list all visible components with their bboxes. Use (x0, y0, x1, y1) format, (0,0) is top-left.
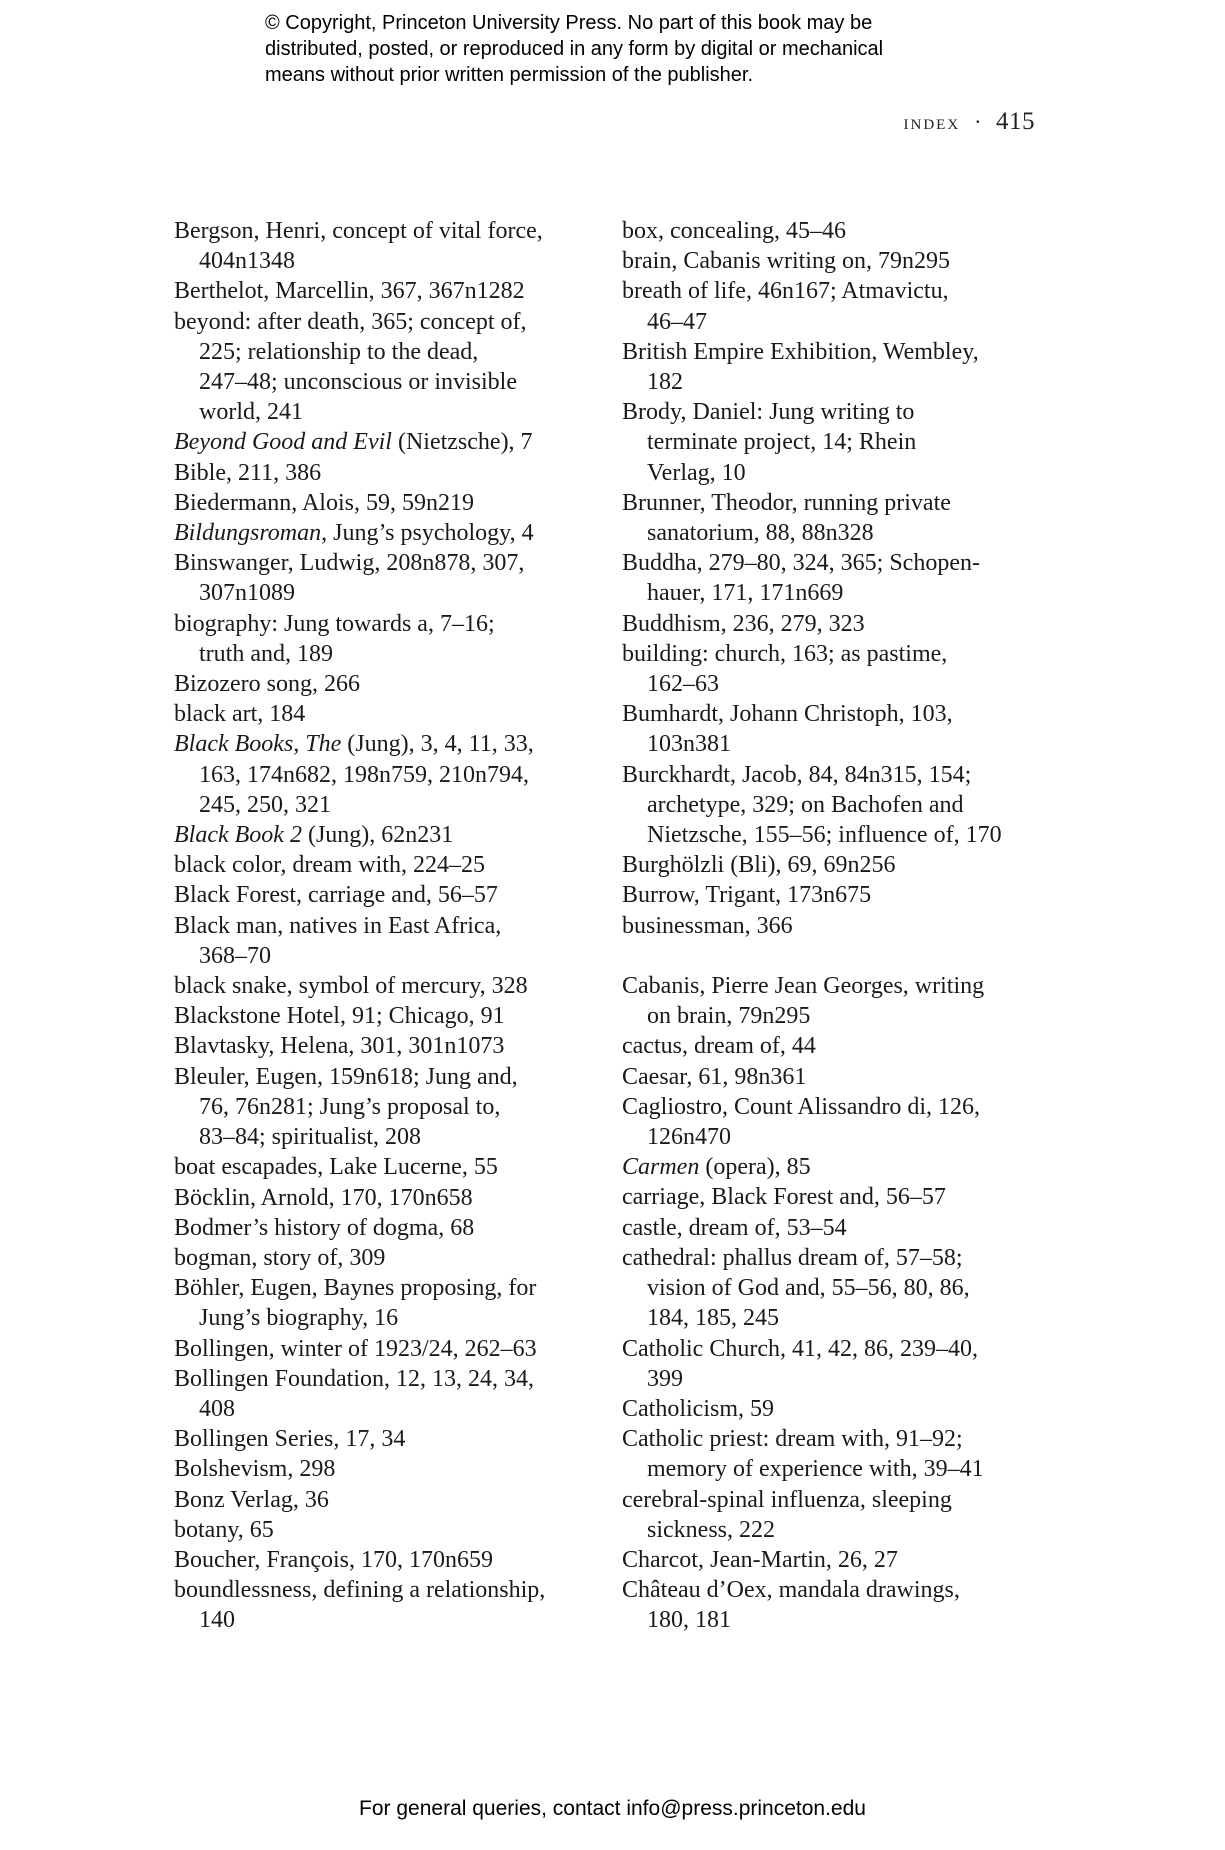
index-entry (174, 729, 594, 820)
index-entry-heading: biography: Jung towards a, 7–16; (174, 610, 495, 637)
index-entry-continuation: 182 (647, 369, 683, 396)
italic-title: Carmen (622, 1154, 700, 1181)
index-entry (622, 609, 1042, 639)
index-entry-heading: Château d’Oex, mandala drawings, (622, 1577, 960, 1604)
index-entry (174, 458, 594, 488)
running-head-separator: · (974, 109, 982, 134)
index-entry-heading: botany, 65 (174, 1516, 274, 1543)
index-entry (622, 971, 1042, 1031)
index-entry-heading: carriage, Black Forest and, 56–57 (622, 1184, 946, 1211)
index-entry-continuation: hauer, 171, 171n669 (647, 580, 844, 607)
index-entry-heading: Bollingen, winter of 1923/24, 262–63 (174, 1335, 537, 1362)
index-entry (174, 1575, 594, 1635)
index-entry (622, 1485, 1042, 1545)
index-entry-heading: boundlessness, defining a relationship, (174, 1577, 546, 1604)
index-entry-heading: Burckhardt, Jacob, 84, 84n315, 154; (622, 761, 972, 788)
index-entry (622, 337, 1042, 397)
index-entry (622, 1394, 1042, 1424)
page-number: 415 (996, 108, 1035, 135)
index-entry-heading: Bergson, Henri, concept of vital force, (174, 218, 543, 244)
index-entry-heading: boat escapades, Lake Lucerne, 55 (174, 1154, 498, 1181)
index-entry (174, 307, 594, 428)
index-entry (174, 1001, 594, 1031)
index-entry-heading: black art, 184 (174, 701, 306, 728)
index-entry (622, 548, 1042, 608)
index-entry (174, 427, 594, 457)
index-entry (174, 911, 594, 971)
index-entry (622, 1031, 1042, 1061)
index-entry-heading: Bolshevism, 298 (174, 1456, 336, 1483)
index-entry-continuation: 368–70 (199, 942, 271, 969)
index-entry (622, 216, 1042, 246)
index-entry (174, 1515, 594, 1545)
index-entry-heading: Binswanger, Ludwig, 208n878, 307, (174, 550, 525, 577)
index-entry-heading: Carmen (opera), 85 (622, 1154, 811, 1181)
index-entry-heading: Brody, Daniel: Jung writing to (622, 399, 915, 426)
index-entry (174, 609, 594, 669)
index-entry-heading: Cabanis, Pierre Jean Georges, writing (622, 973, 985, 1000)
running-head-section: index (903, 109, 961, 134)
index-entry-heading: box, concealing, 45–46 (622, 218, 846, 244)
index-entry (174, 1334, 594, 1364)
index-entry-heading: breath of life, 46n167; Atmavictu, (622, 278, 949, 305)
footer-contact: For general queries, contact info@press.princeton.edu (359, 1797, 866, 1820)
index-entry-heading: Brunner, Theodor, running private (622, 489, 951, 516)
index-entry (622, 1182, 1042, 1212)
index-entry (622, 1545, 1042, 1575)
index-entry-heading: Burrow, Trigant, 173n675 (622, 882, 872, 909)
index-entry (622, 246, 1042, 276)
index-entry (174, 1243, 594, 1273)
index-entry-continuation: 163, 174n682, 198n759, 210n794, (199, 761, 529, 788)
index-entry-heading: cactus, dream of, 44 (622, 1033, 816, 1060)
index-entry-heading: Bollingen Foundation, 12, 13, 24, 34, (174, 1365, 534, 1392)
index-entry (174, 1364, 594, 1424)
index-entry (622, 760, 1042, 851)
index-entry-heading: Burghölzli (Bli), 69, 69n256 (622, 852, 896, 879)
index-entry-heading: Böcklin, Arnold, 170, 170n658 (174, 1184, 473, 1211)
index-entry (622, 639, 1042, 699)
italic-title: Black Book 2 (174, 822, 302, 849)
copyright-line: © Copyright, Princeton University Press. No part of this book may be (265, 12, 873, 34)
index-entry-heading: black color, dream with, 224–25 (174, 852, 485, 879)
index-entry (622, 850, 1042, 880)
index-entry (174, 1183, 594, 1213)
index-entry (174, 1152, 594, 1182)
index-entry-heading: Bollingen Series, 17, 34 (174, 1426, 406, 1453)
index-entry-heading: Blavtasky, Helena, 301, 301n1073 (174, 1033, 505, 1060)
index-entry-heading: brain, Cabanis writing on, 79n295 (622, 248, 950, 275)
index-entry (622, 1424, 1042, 1484)
index-entry-heading: Black Books, The (Jung), 3, 4, 11, 33, (174, 731, 534, 758)
index-entry-continuation: truth and, 189 (199, 640, 333, 667)
index-entry-continuation: Jung’s biography, 16 (199, 1305, 399, 1332)
index-entry-continuation: 180, 181 (647, 1607, 731, 1634)
index-entry-heading: Bonz Verlag, 36 (174, 1486, 329, 1513)
index-entry-heading: Bumhardt, Johann Christoph, 103, (622, 701, 953, 728)
index-entry (174, 216, 594, 276)
index-entry-heading: Blackstone Hotel, 91; Chicago, 91 (174, 1003, 505, 1030)
index-entry (622, 1062, 1042, 1092)
index-entry-heading: cathedral: phallus dream of, 57–58; (622, 1244, 963, 1271)
index-entry-continuation: 76, 76n281; Jung’s proposal to, (199, 1093, 501, 1120)
index-entry-heading: Berthelot, Marcellin, 367, 367n1282 (174, 278, 525, 305)
index-entry-heading: Bible, 211, 386 (174, 459, 322, 486)
index-entry (174, 1454, 594, 1484)
index-entry-heading: Catholicism, 59 (622, 1395, 774, 1422)
index-entry (622, 699, 1042, 759)
index-entry-continuation: on brain, 79n295 (647, 1003, 811, 1030)
copyright-notice (265, 10, 1025, 88)
index-entry-continuation: 103n381 (647, 731, 731, 758)
index-entry (174, 518, 594, 548)
index-entry (622, 880, 1042, 910)
index-entry-continuation: Nietzsche, 155–56; influence of, 170 (647, 822, 1002, 849)
index-entry (622, 911, 1042, 941)
index-entry-heading: Cagliostro, Count Alissandro di, 126, (622, 1093, 981, 1120)
index-entry-continuation: Verlag, 10 (647, 459, 746, 486)
index-entry-continuation: 162–63 (647, 671, 719, 698)
index-entry (622, 1575, 1042, 1635)
index-entry-heading: Charcot, Jean-Martin, 26, 27 (622, 1546, 898, 1573)
index-entry-continuation: archetype, 329; on Bachofen and (647, 791, 964, 818)
index-entry-heading: Buddhism, 236, 279, 323 (622, 610, 865, 637)
index-entry (622, 276, 1042, 336)
index-entry-continuation: 83–84; spiritualist, 208 (199, 1124, 421, 1151)
index-entry (622, 1334, 1042, 1394)
italic-title: Black Books, The (174, 731, 342, 758)
index-entry (174, 1545, 594, 1575)
index-entry-continuation: 46–47 (647, 308, 707, 335)
index-entry-continuation: sanatorium, 88, 88n328 (647, 520, 874, 547)
index-entry-heading: bogman, story of, 309 (174, 1244, 386, 1271)
index-entry (174, 488, 594, 518)
index-entry (174, 699, 594, 729)
index-entry-heading: beyond: after death, 365; concept of, (174, 308, 527, 335)
index-entry (174, 276, 594, 306)
index-entry-continuation: world, 241 (199, 399, 303, 426)
index-entry (174, 971, 594, 1001)
index-entry-heading: Böhler, Eugen, Baynes proposing, for (174, 1275, 537, 1302)
index-entry (622, 397, 1042, 488)
index-column-right (622, 216, 1042, 1636)
running-head (904, 108, 1035, 136)
index-entry-heading: black snake, symbol of mercury, 328 (174, 973, 528, 1000)
index-entry (622, 1092, 1042, 1152)
letter-group-gap (622, 941, 1042, 971)
index-entry (622, 1213, 1042, 1243)
index-entry-continuation: 140 (199, 1607, 235, 1634)
index-entry-continuation: sickness, 222 (647, 1516, 775, 1543)
index-entry-continuation: memory of experience with, 39–41 (647, 1456, 984, 1483)
copyright-line: means without prior written permission of the publisher. (265, 64, 754, 86)
index-entry (174, 850, 594, 880)
index-entry-continuation: 225; relationship to the dead, (199, 338, 479, 365)
index-entry-heading: Bodmer’s history of dogma, 68 (174, 1214, 475, 1241)
index-entry-heading: Buddha, 279–80, 324, 365; Schopen- (622, 550, 980, 577)
index-entry (174, 669, 594, 699)
index-entry-heading: British Empire Exhibition, Wembley, (622, 338, 979, 365)
index-entry (622, 1243, 1042, 1334)
index-entry-heading: castle, dream of, 53–54 (622, 1214, 847, 1241)
index-entry-heading: businessman, 366 (622, 912, 793, 939)
index-entry (174, 1213, 594, 1243)
index-entry (174, 1062, 594, 1153)
index-entry-continuation: terminate project, 14; Rhein (647, 429, 917, 456)
index-entry-heading: cerebral-spinal influenza, sleeping (622, 1486, 952, 1513)
index-column-left (174, 216, 594, 1636)
copyright-line: distributed, posted, or reproduced in any form by digital or mechanical (265, 38, 884, 60)
index-entry-heading: building: church, 163; as pastime, (622, 640, 948, 667)
index-entry-heading: Boucher, François, 170, 170n659 (174, 1546, 493, 1573)
index-entry (174, 548, 594, 608)
index-entry-continuation: 307n1089 (199, 580, 295, 607)
index-entry (174, 1485, 594, 1515)
index-entry-heading: Beyond Good and Evil (Nietzsche), 7 (174, 429, 533, 456)
index-entry-continuation: 245, 250, 321 (199, 791, 331, 818)
index-entry-continuation: 404n1348 (199, 248, 295, 275)
index-entry-heading: Catholic Church, 41, 42, 86, 239–40, (622, 1335, 978, 1362)
italic-title: Beyond Good and Evil (174, 429, 392, 456)
index-entry-heading: Biedermann, Alois, 59, 59n219 (174, 489, 474, 516)
index-entry-continuation: vision of God and, 55–56, 80, 86, (647, 1275, 970, 1302)
index-entry-continuation: 408 (199, 1395, 235, 1422)
index-entry-continuation: 399 (647, 1365, 683, 1392)
index-entry (174, 1424, 594, 1454)
index-entry-continuation: 184, 185, 245 (647, 1305, 779, 1332)
index-entry (174, 1031, 594, 1061)
index-entry-heading: Catholic priest: dream with, 91–92; (622, 1426, 963, 1453)
index-entry-heading: Bildungsroman, Jung’s psychology, 4 (174, 520, 534, 547)
index-entry-heading: Bizozero song, 266 (174, 671, 360, 698)
index-entry-heading: Black Book 2 (Jung), 62n231 (174, 822, 454, 849)
index-entry (622, 1152, 1042, 1182)
index-entry (174, 1273, 594, 1333)
index-entry-heading: Bleuler, Eugen, 159n618; Jung and, (174, 1063, 518, 1090)
italic-title: Bildungsroman (174, 520, 322, 547)
index-entry (622, 488, 1042, 548)
index-entry-heading: Black Forest, carriage and, 56–57 (174, 882, 498, 909)
index-entry (174, 820, 594, 850)
index-entry-heading: Caesar, 61, 98n361 (622, 1063, 807, 1090)
index-entry-continuation: 126n470 (647, 1124, 731, 1151)
index-entry-heading: Black man, natives in East Africa, (174, 912, 502, 939)
index-entry (174, 880, 594, 910)
index-entry-continuation: 247–48; unconscious or invisible (199, 369, 517, 396)
